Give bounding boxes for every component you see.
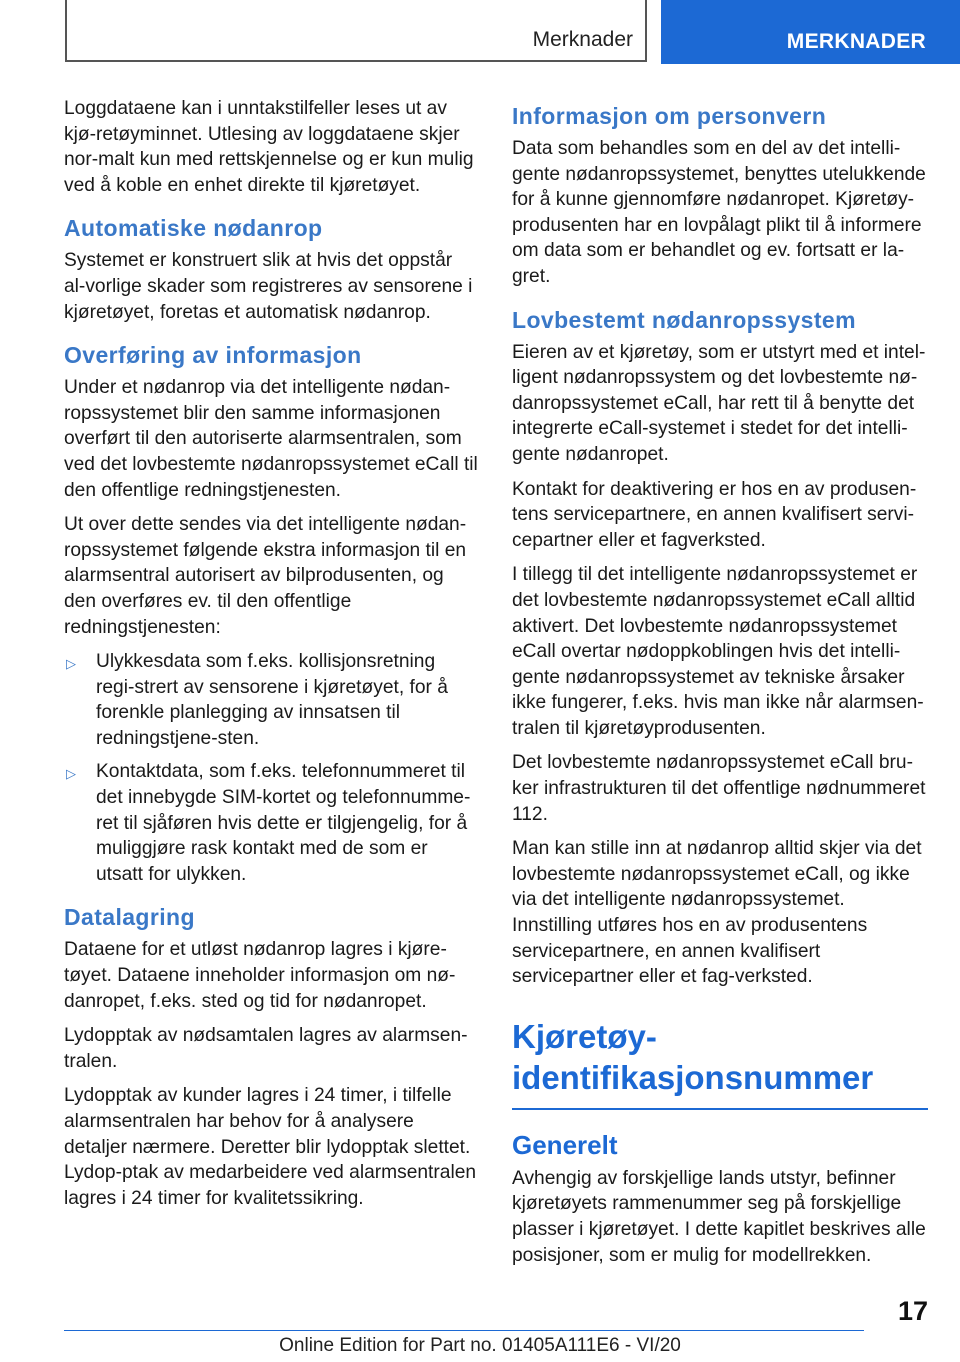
data-storage-paragraph: Lydopptak av nødsamtalen lagres av alarmsen-tralen.: [64, 1025, 468, 1072]
heading-legal-emergency-system: Lovbestemt nødanropssystem: [512, 306, 856, 333]
list-item: [64, 759, 478, 887]
footer-divider: [64, 1330, 864, 1331]
heading-information-transfer: Overføring av informasjon: [64, 342, 362, 369]
legal-system-paragraph: Man kan stille inn at nødanrop alltid skjer via det lovbestemte nødanropssystemet eCall, og ikke via det intelligente nødanropssystemet. Innstilling utføres hos en av produsentens servicepartnere, en annen kvalifisert servicepartner eller et fag-verksted.: [512, 838, 922, 988]
data-storage-paragraph: Lydopptak av kunder lagres i 24 timer, i tilfelle alarmsentralen har behov for å analysere detaljer nærmere. Deretter blir lydopptak slettet. Lydop-ptak av medarbeidere ved alarmsentralen lagres i 24 timer for kvalitetssikring.: [64, 1085, 477, 1209]
heading-general: Generelt: [512, 1129, 618, 1160]
legal-system-paragraph: Det lovbestemte nødanropssystemet eCall bru-ker infrastrukturen til det offentlige nødnummeret 112.: [512, 752, 926, 825]
information-transfer-paragraph: Ut over dette sendes via det intelligente nødan-ropssystemet følgende ekstra informasjon til en alarmsentral autorisert av bilprodusenten, og den overføres ev. til den offentlige redningstjenesten:: [64, 514, 467, 638]
chapter-divider: [512, 1108, 928, 1110]
heading-automatic-emergency-call: Automatiske nødanrop: [64, 215, 323, 242]
legal-system-paragraph: I tillegg til det intelligente nødanropssystemet er det lovbestemte nødanropssystemet eCall alltid aktivert. Det lovbestemte nødanropssystemet eCall overtar nødoppkoblingen hvis det intelli-gente nødanropssystemet av tekniske årsaker ikke fungerer, f.eks. hvis man ikke når alarmsen-tralen til kjøretøyprodusenten.: [512, 564, 924, 739]
triangle-right-outline-icon: ▷: [66, 766, 76, 782]
edition-footer: Online Edition for Part no. 01405A111E6 - VI/20: [279, 1335, 681, 1356]
legal-system-paragraph: Eieren av et kjøretøy, som er utstyrt med et intel-ligent nødanropssystem og det lovbestemte nø-danropssystemet eCall, har rett til å benytte det integrerte eCall-systemet i stedet for det intelli-gente nødanropet.: [512, 341, 926, 465]
automatic-emergency-call-text: Systemet er konstruert slik at hvis det oppstår al-vorlige skader som registreres av sensorene i kjøretøyet, foretas et automatisk nødanrop.: [64, 250, 473, 323]
heading-privacy-information: Informasjon om personvern: [512, 103, 827, 129]
header-frame: [65, 0, 647, 62]
section-label: Merknader: [532, 28, 633, 51]
list-item-text: Kontaktdata, som f.eks. telefonnummeret til det innebygde SIM-kortet og telefonnumme-ret til sjåføren hvis dette er tilgjengelig, for å muliggjøre rask kontakt med de som er utsatt for ulykken.: [96, 761, 471, 885]
information-transfer-paragraph: Under et nødanrop via det intelligente nødan-ropssystemet blir den samme informasjonen overført til den autoriserte alarmsentralen, som ved det lovbestemte nødanropssystemet eCall til den offentlige redningstjenesten.: [64, 377, 478, 501]
right-column: [512, 96, 926, 1277]
chapter-heading-line: Kjøretøy-: [512, 1017, 657, 1055]
chapter-heading: [512, 1016, 926, 1098]
chapter-tab: [661, 0, 960, 64]
extra-information-list: [64, 649, 478, 887]
intro-paragraph: Loggdataene kan i unntakstilfeller leses ut av kjø-retøyminnet. Utlesing av loggdataene skjer nor-malt kun med rettskjennelse og er kun mulig ved å koble en enhet direkte til kjøretøyet.: [64, 98, 474, 196]
data-storage-paragraph: Dataene for et utløst nødanrop lagres i kjøre-tøyet. Dataene inneholder informasjon om nø-danropet, f.eks. sted og tid for nødanropet.: [64, 939, 456, 1012]
general-paragraph: Avhengig av forskjellige lands utstyr, befinner kjøretøyets rammenummer seg på forskjellige plasser i kjøretøyet. I dette kapitlet beskrives alle posisjoner, som er mulig for modellrekken.: [512, 1167, 926, 1266]
chapter-heading-line: identifikasjonsnummer: [512, 1058, 874, 1096]
privacy-paragraph: Data som behandles som en del av det intelli-gente nødanropssystemet, benyttes utelukkende for å kunne gjennomføre nødanropet. Kjøretøy-produsenten har en lovpålagt plikt til å informere om data som er behandlet og ev. fortsatt er la-gret.: [512, 138, 926, 287]
left-column: [64, 96, 478, 1220]
legal-system-paragraph: Kontakt for deaktivering er hos en av produsen-tens servicepartnere, en annen kvalifisert servi-cepartner eller et fagverksted.: [512, 478, 917, 551]
heading-data-storage: Datalagring: [64, 904, 195, 931]
chapter-tab-label: MERKNADER: [786, 30, 926, 53]
list-item-text: Ulykkesdata som f.eks. kollisjonsretning regi-strert av sensorene i kjøretøyet, for å forenkle planlegging av innsatsen til redningstjene-sten.: [96, 651, 448, 749]
triangle-right-outline-icon: ▷: [66, 656, 76, 672]
list-item: [64, 649, 478, 751]
page-number: 17: [897, 1296, 928, 1326]
